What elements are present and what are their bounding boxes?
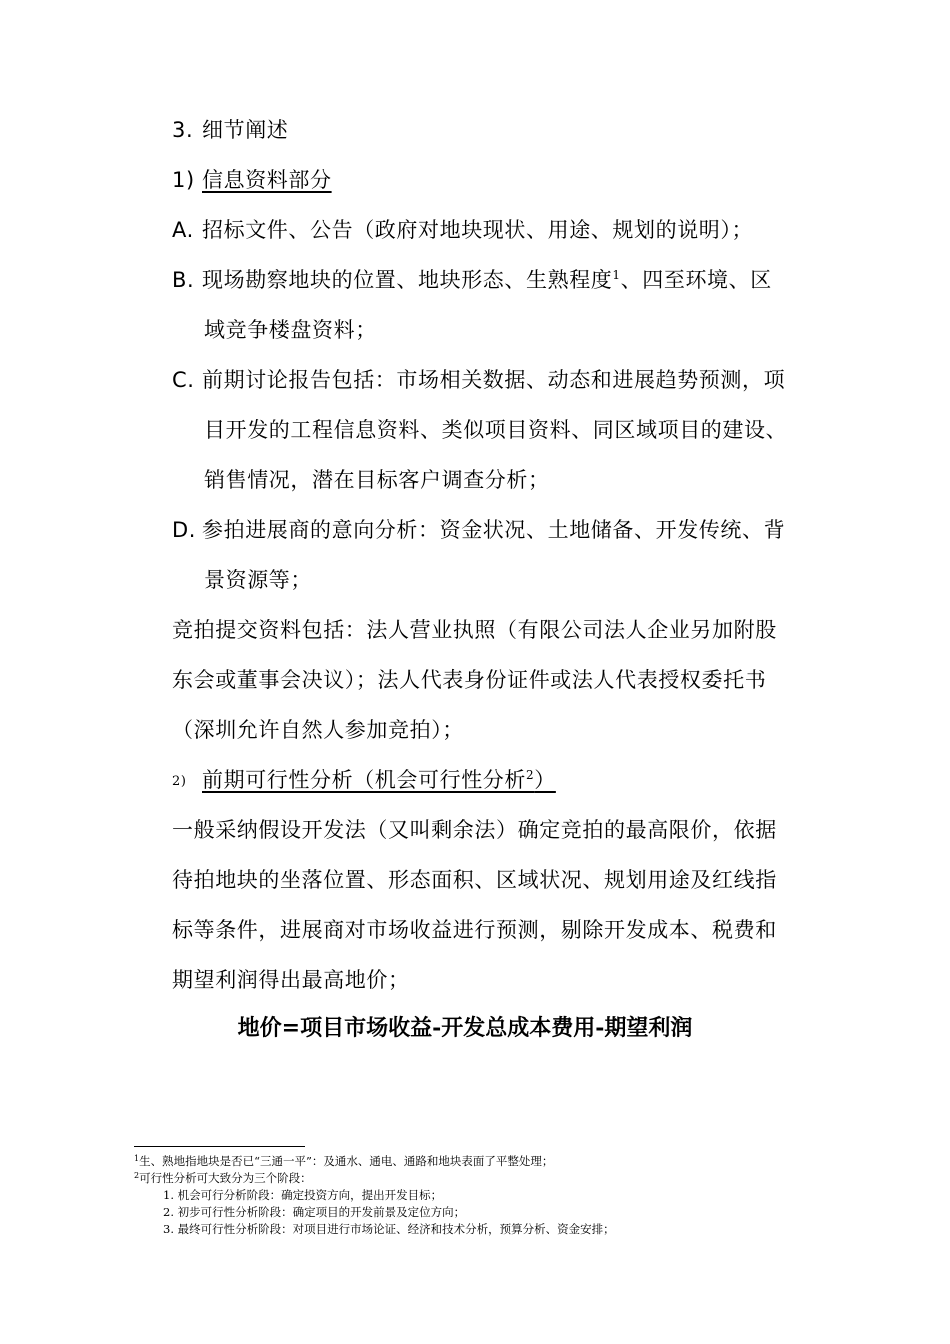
- item-a-label: A.: [172, 218, 194, 242]
- submission-line2: 东会或董事会决议）；法人代表身份证件或法人代表授权委托书: [172, 668, 767, 692]
- land-price-formula: 地价=项目市场收益-开发总成本费用-期望利润: [237, 1015, 693, 1041]
- part2-heading: [172, 766, 817, 796]
- part2-number: 2): [172, 774, 187, 789]
- footnote-2-item: 2. 初步可行性分析阶段：确定项目的开发前景及定位方向；: [163, 1205, 466, 1219]
- footnote-2: [134, 1170, 312, 1187]
- method-line4: 期望利润得出最高地价；: [172, 968, 410, 992]
- item-c-line1: [172, 366, 817, 394]
- item-c-text: 前期讨论报告包括：市场相关数据、动态和进展趋势预测，项: [202, 368, 786, 392]
- method-line1: 一般采纳假设开发法（又叫剩余法）确定竞拍的最高限价，依据: [172, 818, 777, 842]
- item-b-line1: [172, 266, 817, 294]
- footnote-2-item: 3. 最终可行性分析阶段：对项目进行市场论证、经济和技术分析，预算分析、资金安排；: [163, 1222, 615, 1236]
- item-a-text: 招标文件、公告（政府对地块现状、用途、规划的说明）；: [202, 218, 754, 242]
- item-b-line2: 域竞争楼盘资料；: [204, 318, 377, 342]
- item-a: [172, 216, 817, 244]
- section-number: 3.: [172, 118, 194, 142]
- footnote-2-item: 1. 机会可行分析阶段：确定投资方向，提出开发目标；: [163, 1188, 443, 1202]
- item-c-line2: 目开发的工程信息资料、类似项目资料、同区域项目的建设、: [204, 418, 788, 442]
- part1-heading: [172, 166, 817, 194]
- item-c-line3: 销售情况，潜在目标客户调查分析；: [204, 468, 550, 492]
- item-b-text: 现场勘察地块的位置、地块形态、生熟程度: [202, 268, 613, 292]
- footnote-1-text: 生、熟地指地块是否已“三通一平”：及通水、通电、通路和地块表面了平整处理；: [139, 1154, 554, 1168]
- footnote-separator: [134, 1146, 305, 1147]
- footnote-ref-2[interactable]: 2: [526, 768, 535, 782]
- item-b-label: B.: [172, 268, 195, 292]
- item-c-label: C.: [172, 368, 195, 392]
- footnote-ref-1[interactable]: 1: [612, 268, 621, 282]
- item-b-text-end: 、四至环境、区: [620, 268, 772, 292]
- item-d-label: D.: [172, 518, 197, 542]
- part1-title: 信息资料部分: [202, 168, 332, 192]
- item-d-line1: [172, 516, 817, 544]
- footnote-1-marker: 1: [134, 1154, 140, 1163]
- method-line3: 标等条件，进展商对市场收益进行预测，剔除开发成本、税费和: [172, 918, 777, 942]
- submission-line3: （深圳允许自然人参加竞拍）；: [172, 718, 464, 742]
- part2-title-text: 前期可行性分析（机会可行性分析: [202, 768, 526, 792]
- submission-line1: 竞拍提交资料包括：法人营业执照（有限公司法人企业另加附股: [172, 618, 777, 642]
- footnote-1: [134, 1153, 553, 1170]
- footnote-2-text: 可行性分析可大致分为三个阶段：: [139, 1171, 312, 1185]
- section-title: 细节阐述: [202, 118, 289, 142]
- part2-title: [202, 768, 556, 792]
- method-line2: 待拍地块的坐落位置、形态面积、区域状况、规划用途及红线指: [172, 868, 777, 892]
- section-heading: [172, 116, 817, 144]
- item-d-line2: 景资源等；: [204, 568, 312, 592]
- footnote-2-marker: 2: [134, 1171, 140, 1180]
- part1-number: 1): [172, 168, 195, 192]
- part2-title-end: ）: [534, 768, 556, 792]
- item-d-text: 参拍进展商的意向分析：资金状况、土地储备、开发传统、背: [202, 518, 786, 542]
